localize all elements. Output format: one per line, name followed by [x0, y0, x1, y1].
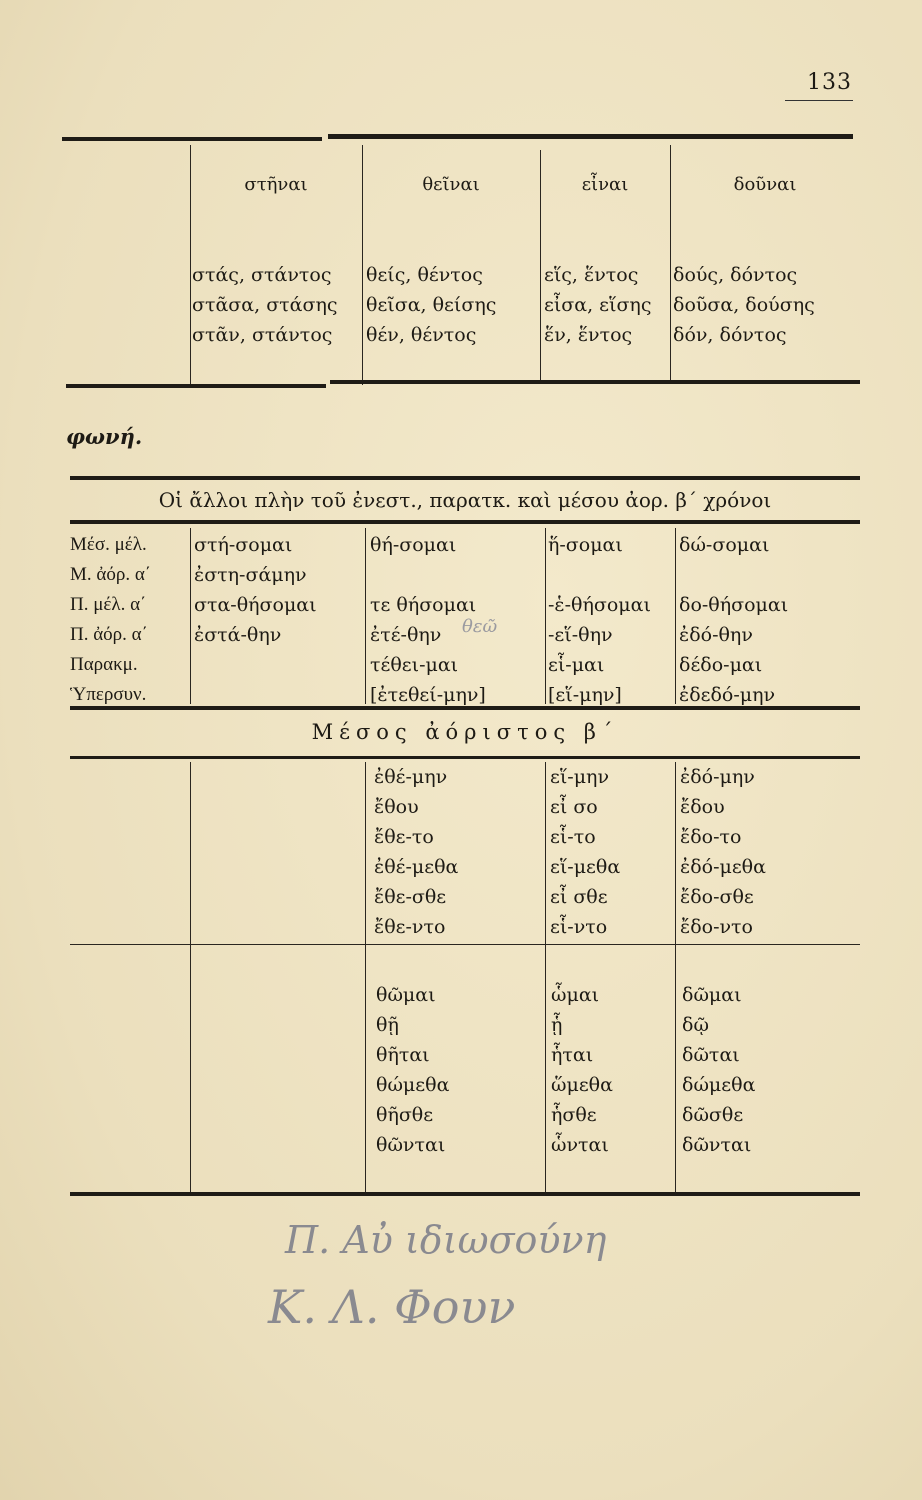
- indicative-form: ἔδου: [680, 796, 725, 818]
- indicative-form: εἶ σθε: [550, 886, 608, 908]
- participle-cell: εἵς, ἕντος: [544, 264, 639, 286]
- indicative-form: ἔθε-ντο: [374, 916, 446, 938]
- participle-cell: εἶσα, εἵσης: [544, 294, 652, 316]
- header-heinai: εἶναι: [581, 174, 629, 195]
- indicative-form: ἔθε-το: [374, 826, 434, 848]
- middle-divider-4: [675, 528, 676, 704]
- subjunctive-form: θῇ: [376, 1014, 399, 1036]
- form-cell: δο-θήσομαι: [679, 594, 789, 616]
- form-cell: ἐστά-θην: [194, 624, 282, 646]
- header-stenai: στῆναι: [244, 174, 308, 195]
- indicative-form: εἷ-το: [550, 826, 596, 848]
- subjunctive-form: ὥμεθα: [551, 1074, 613, 1096]
- tense-label: Παρακμ.: [70, 654, 138, 675]
- form-cell: εἷ-μαι: [548, 654, 605, 676]
- header-theinai: θεῖναι: [422, 174, 480, 195]
- indicative-form: ἔθε-σθε: [374, 886, 447, 908]
- form-cell: στα-θήσομαι: [194, 594, 317, 616]
- subjunctive-form: δῷ: [682, 1014, 709, 1036]
- handwritten-note-line2: Κ. Λ. Φουν: [268, 1280, 516, 1334]
- participle-cell: στάς, στάντος: [192, 264, 332, 286]
- form-cell: ἐτέ-θην: [370, 624, 442, 646]
- subjunctive-form: δώμεθα: [682, 1074, 756, 1096]
- subjunctive-form: ᾗ: [551, 1014, 563, 1036]
- aorist-divider-1: [190, 762, 191, 1192]
- form-cell: -εἵ-θην: [548, 624, 613, 646]
- participle-cell: θεῖσα, θείσης: [366, 294, 497, 316]
- top-table-bottom-rule-left: [66, 384, 326, 388]
- form-cell: [ἐτεθεί-μην]: [370, 684, 486, 706]
- aorist-top-rule: [70, 706, 860, 710]
- indicative-form: ἔθου: [374, 796, 419, 818]
- form-cell: θή-σομαι: [370, 534, 457, 556]
- subjunctive-form: ὧνται: [551, 1134, 609, 1156]
- top-rule-right: [328, 134, 853, 139]
- middle-top-rule: [70, 476, 860, 480]
- indicative-form: ἐδό-μην: [680, 766, 755, 788]
- subjunctive-form: θώμεθα: [376, 1074, 450, 1096]
- participle-cell: δοῦσα, δούσης: [673, 294, 815, 316]
- form-cell: ἥ-σομαι: [548, 534, 623, 556]
- form-cell: στή-σομαι: [194, 534, 293, 556]
- form-cell: ἐδό-θην: [679, 624, 753, 646]
- subjunctive-form: θῆται: [376, 1044, 430, 1066]
- subjunctive-form: θῆσθε: [376, 1104, 434, 1126]
- form-cell: δώ-σομαι: [679, 534, 770, 556]
- subjunctive-form: δῶσθε: [682, 1104, 744, 1126]
- tense-label: Μέσ. μέλ.: [70, 534, 147, 555]
- top-table-bottom-rule-right: [330, 380, 860, 384]
- mood-separator: [70, 944, 860, 945]
- subjunctive-form: ἧσθε: [551, 1104, 597, 1126]
- page-number: 133: [807, 70, 852, 95]
- tense-label: Π. ἀόρ. α΄: [70, 624, 148, 645]
- indicative-form: ἐθέ-μεθα: [374, 856, 459, 878]
- form-cell: [εἵ-μην]: [548, 684, 622, 706]
- indicative-form: ἐθέ-μην: [374, 766, 448, 788]
- participle-cell: δόν, δόντος: [673, 324, 787, 346]
- middle-divider-1: [190, 528, 191, 704]
- indicative-form: εἶ σο: [550, 796, 598, 818]
- form-cell: τε θήσομαι: [370, 594, 477, 616]
- aorist-divider-2: [365, 762, 366, 1192]
- subjunctive-form: θῶμαι: [376, 984, 436, 1006]
- subjunctive-form: δῶται: [682, 1044, 740, 1066]
- middle-caption: Οἱ ἄλλοι πλὴν τοῦ ἐνεστ., παρατκ. καὶ μέσου ἀορ. β΄ χρόνοι: [158, 488, 772, 512]
- tense-label: Μ. ἀόρ. α΄: [70, 564, 152, 585]
- participle-cell: στᾶσα, στάσης: [192, 294, 338, 316]
- form-cell: τέθει-μαι: [370, 654, 459, 676]
- tense-label: Ὑπερσυν.: [70, 684, 147, 705]
- aorist-divider-3: [545, 762, 546, 1192]
- pencil-note: θεῶ: [462, 616, 498, 637]
- participle-cell: θέν, θέντος: [366, 324, 477, 346]
- participle-cell: στᾶν, στάντος: [192, 324, 333, 346]
- middle-divider-2: [365, 528, 366, 704]
- indicative-form: ἐδό-μεθα: [680, 856, 766, 878]
- handwritten-note-line1: Π. Αὐ ιδιωσούνη: [285, 1218, 607, 1262]
- subjunctive-form: ὧμαι: [551, 984, 600, 1006]
- indicative-form: ἔδο-ντο: [680, 916, 753, 938]
- indicative-form: εἵ-μεθα: [550, 856, 621, 878]
- indicative-form: ἔδο-το: [680, 826, 742, 848]
- aorist-caption-rule: [70, 756, 860, 759]
- indicative-form: ἔδο-σθε: [680, 886, 754, 908]
- aorist-caption: Μέσος ἀόριστος β΄: [311, 720, 619, 744]
- page-number-rule: [785, 100, 853, 101]
- participle-cell: ἕν, ἕντος: [544, 324, 633, 346]
- form-cell: δέδο-μαι: [679, 654, 763, 676]
- form-cell: ἐδεδό-μην: [679, 684, 776, 706]
- subjunctive-form: δῶμαι: [682, 984, 742, 1006]
- middle-divider-3: [545, 528, 546, 704]
- subjunctive-form: ἧται: [551, 1044, 594, 1066]
- tense-label: Π. μέλ. α΄: [70, 594, 147, 615]
- participle-cell: δούς, δόντος: [673, 264, 798, 286]
- form-cell: -ἑ-θήσομαι: [548, 594, 651, 616]
- indicative-form: εἷ-ντο: [550, 916, 608, 938]
- bottom-rule: [70, 1192, 860, 1196]
- participle-cell: θείς, θέντος: [366, 264, 483, 286]
- subjunctive-form: θῶνται: [376, 1134, 446, 1156]
- section-title: φωνή.: [66, 424, 143, 449]
- top-rule-left: [62, 137, 322, 141]
- middle-caption-rule: [70, 520, 860, 524]
- header-dounai: δοῦναι: [733, 174, 797, 195]
- subjunctive-form: δῶνται: [682, 1134, 752, 1156]
- aorist-divider-4: [675, 762, 676, 1192]
- form-cell: ἐστη-σάμην: [194, 564, 307, 586]
- indicative-form: εἵ-μην: [550, 766, 609, 788]
